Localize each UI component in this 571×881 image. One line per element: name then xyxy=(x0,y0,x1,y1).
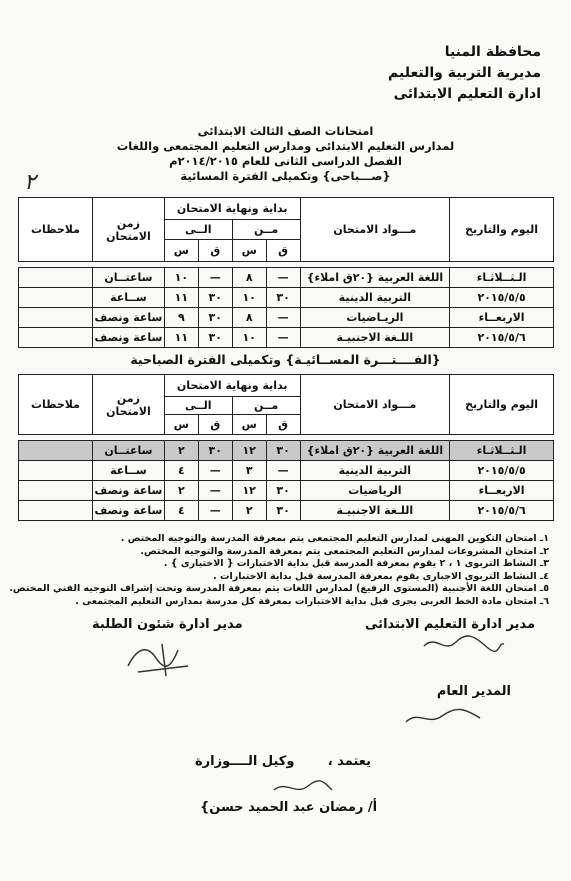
notes-list xyxy=(9,533,549,609)
cell-to-q: ٣٠ xyxy=(198,308,232,328)
cell-subject: اللغة العربية {٢٠ق املاء} xyxy=(300,441,450,461)
cell-subject: اللغة العربية {٢٠ق املاء} xyxy=(300,268,450,288)
cell-from-q: — xyxy=(266,328,300,348)
cell-to-q: ٣٠ xyxy=(198,441,232,461)
cell-from-q: ٣٠ xyxy=(266,501,300,521)
table-row xyxy=(19,501,554,521)
header-from-q: ق xyxy=(266,415,300,435)
cell-duration: ســاعة xyxy=(92,288,164,308)
cell-notes xyxy=(19,288,93,308)
table-row xyxy=(19,328,554,348)
cell-duration: ساعة ونصف xyxy=(92,501,164,521)
cell-to-s: ٩ xyxy=(164,308,198,328)
cell-from-s: ٨ xyxy=(232,268,266,288)
cell-day: الـثــلاثـاء xyxy=(450,268,554,288)
header-notes: ملاحظات xyxy=(19,198,93,262)
cell-subject: الرياضيات xyxy=(300,481,450,501)
cell-to-q: ٣٠ xyxy=(198,328,232,348)
cell-day: الـثــلاثـاء xyxy=(450,441,554,461)
directorate-line: مديرية التربية والتعليم xyxy=(388,65,541,81)
header-duration: زمن الامتحان xyxy=(92,375,164,435)
header-from: مــن xyxy=(232,220,300,240)
cell-from-q: — xyxy=(266,308,300,328)
administration-line: ادارة التعليم الابتدائى xyxy=(393,86,541,102)
cell-notes xyxy=(19,501,93,521)
note-item: ٥ـ امتحان اللغة الأجنبية (المستوى الرفيع) لمدارس اللغات يتم بمعرفة المدرسة وتحت إشراف التوجيه الفني المختص. xyxy=(9,583,549,595)
header-to: الــى xyxy=(164,220,232,240)
cell-from-s: ٣ xyxy=(232,461,266,481)
cell-subject: اللـغة الاجنبيـة xyxy=(300,328,450,348)
cell-duration: ساعة ونصف xyxy=(92,481,164,501)
deputy-title: وكيل الــــوزارة xyxy=(195,754,295,769)
note-item: ٣ـ النشاط التربوى ١ ، ٢ يقوم بمعرفة المدرسة قبل بداية الاختبارات { الاختيارى } . xyxy=(163,558,549,570)
cell-to-q: ٣٠ xyxy=(198,288,232,308)
cell-from-q: ٣٠ xyxy=(266,288,300,308)
cell-notes xyxy=(19,461,93,481)
governorate-line: محافظة المنيا xyxy=(444,44,541,60)
header-to: الــى xyxy=(164,397,232,415)
table-row xyxy=(19,268,554,288)
cell-duration: ساعة ونصف xyxy=(92,328,164,348)
cell-notes xyxy=(19,308,93,328)
cell-to-q: — xyxy=(198,501,232,521)
cell-to-s: ١١ xyxy=(164,288,198,308)
signature-scribble-deputy xyxy=(268,776,338,800)
cell-from-q: — xyxy=(266,461,300,481)
schedule-table-evening xyxy=(18,374,554,521)
note-item: ٢ـ امتحان المشروعات لمدارس التعليم المجتمعى يتم بمعرفة المدرسة والتوجيه المختص. xyxy=(140,545,549,557)
cell-day: الاربعــاء xyxy=(450,481,554,501)
cell-to-s: ٤ xyxy=(164,501,198,521)
schools-title: لمدارس التعليم الابتدائى ومدارس التعليم المجتمعى واللغات xyxy=(116,139,455,153)
cell-from-s: ١٠ xyxy=(232,328,266,348)
page-number: ٢ xyxy=(24,170,36,195)
header-from: مــن xyxy=(232,397,300,415)
cell-day: ٢٠١٥/٥/٦ xyxy=(450,328,554,348)
schedule-table-morning xyxy=(18,197,554,348)
note-item: ٤ـ النشاط التربوى الاجبارى يقوم بمعرفة المدرسة قبل بداية الاختبارات . xyxy=(213,570,549,582)
header-notes: ملاحظات xyxy=(19,375,93,435)
cell-to-s: ١٠ xyxy=(164,268,198,288)
cell-from-s: ٢ xyxy=(232,501,266,521)
students-affairs-title: مدير ادارة شئون الطلبة xyxy=(92,617,243,632)
general-director-title: المدير العام xyxy=(436,684,511,699)
cell-duration: ساعتــان xyxy=(92,268,164,288)
header-to-s: س xyxy=(164,415,198,435)
header-to-q: ق xyxy=(198,415,232,435)
cell-to-q: — xyxy=(198,461,232,481)
cell-to-s: ٢ xyxy=(164,481,198,501)
cell-day: ٢٠١٥/٥/٥ xyxy=(450,461,554,481)
cell-from-s: ١٠ xyxy=(232,288,266,308)
cell-notes xyxy=(19,441,93,461)
signature-scribble-left xyxy=(118,636,198,680)
header-to-q: ق xyxy=(198,240,232,262)
deputy-name: أ/ رمضان عبد الحميد حسن} xyxy=(200,800,378,815)
period-title: {صـــباحى} وتكميلى الفترة المسائية xyxy=(180,169,391,183)
cell-day: ٢٠١٥/٥/٥ xyxy=(450,288,554,308)
cell-duration: ساعتــان xyxy=(92,441,164,461)
cell-from-s: ١٢ xyxy=(232,441,266,461)
cell-subject: التربية الدينية xyxy=(300,461,450,481)
table-row xyxy=(19,288,554,308)
cell-duration: ساعة ونصف xyxy=(92,308,164,328)
cell-notes xyxy=(19,328,93,348)
cell-to-s: ١١ xyxy=(164,328,198,348)
header-subject: مـــواد الامتحان xyxy=(300,375,450,435)
cell-subject: التربية الدينية xyxy=(300,288,450,308)
header-from-s: س xyxy=(232,415,266,435)
header-day-date: اليوم والتاريخ xyxy=(450,198,554,262)
signature-scribble-right xyxy=(418,632,508,656)
title-block xyxy=(0,124,571,184)
header-to-s: س xyxy=(164,240,198,262)
cell-subject: اللـغة الاجنبيـة xyxy=(300,501,450,521)
header-start-end: بداية ونهاية الامتحان xyxy=(164,198,300,220)
header-subject: مـــواد الامتحان xyxy=(300,198,450,262)
cell-from-q: — xyxy=(266,268,300,288)
cell-to-q: — xyxy=(198,481,232,501)
note-item: ٦ـ امتحان مادة الخط العربى يجرى قبل بداية الاختبارات بمعرفة كل مدرسة بمدارس التعليم المجتمعى . xyxy=(75,595,549,607)
term-title: الفصل الدراسى الثانى للعام ٢٠١٤/٢٠١٥م xyxy=(169,154,402,168)
cell-day: الاربعــاء xyxy=(450,308,554,328)
cell-from-s: ١٢ xyxy=(232,481,266,501)
section-label: {الفــــتـــرة المســائيـة} وتكميلى الفترة الصباحية xyxy=(130,352,441,367)
approve-label: يعتمد ، xyxy=(327,754,371,769)
cell-notes xyxy=(19,268,93,288)
cell-duration: ســاعة xyxy=(92,461,164,481)
cell-notes xyxy=(19,481,93,501)
header-block xyxy=(388,42,541,105)
primary-director-title: مدير ادارة التعليم الابتدائى xyxy=(365,617,535,632)
table-row xyxy=(19,441,554,461)
cell-subject: الريـاضيات xyxy=(300,308,450,328)
header-from-q: ق xyxy=(266,240,300,262)
cell-to-s: ٢ xyxy=(164,441,198,461)
cell-day: ٢٠١٥/٥/٦ xyxy=(450,501,554,521)
table-row xyxy=(19,308,554,328)
cell-from-q: ٣٠ xyxy=(266,481,300,501)
table-row xyxy=(19,461,554,481)
header-from-s: س xyxy=(232,240,266,262)
header-day-date: اليوم والتاريخ xyxy=(450,375,554,435)
signature-scribble-gm xyxy=(398,704,488,730)
cell-from-s: ٨ xyxy=(232,308,266,328)
note-item: ١ـ امتحان التكوين المهنى لمدارس التعليم المجتمعى يتم بمعرفة المدرسة والتوجيه المختص . xyxy=(120,533,549,544)
exam-title: امتحانات الصف الثالث الابتدائى xyxy=(197,124,374,138)
cell-to-q: — xyxy=(198,268,232,288)
header-start-end: بداية ونهاية الامتحان xyxy=(164,375,300,397)
cell-to-s: ٤ xyxy=(164,461,198,481)
header-duration: زمن الامتحان xyxy=(92,198,164,262)
table-row xyxy=(19,481,554,501)
cell-from-q: ٣٠ xyxy=(266,441,300,461)
